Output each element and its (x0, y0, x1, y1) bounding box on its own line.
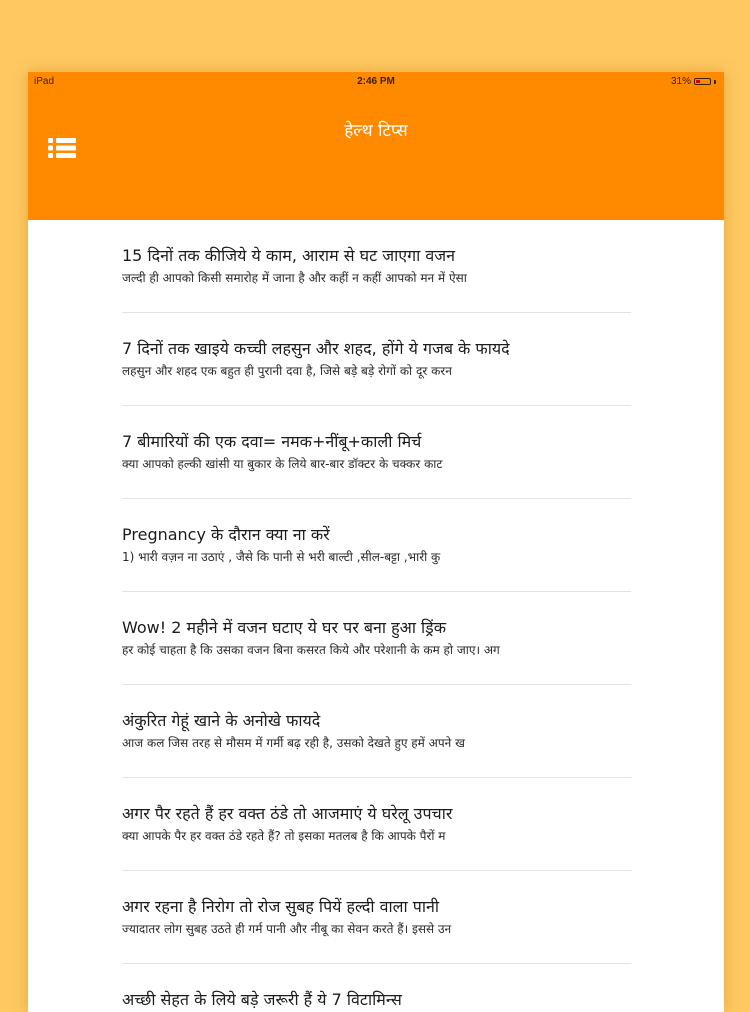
status-time: 2:46 PM (357, 76, 395, 87)
article-title: 7 दिनों तक खाइये कच्ची लहसुन और शहद, होंगे ये गजब के फायदे (122, 339, 510, 358)
article-title: Wow! 2 महीने में वजन घटाए ये घर पर बना हुआ ड्रिंक (122, 618, 447, 637)
battery-percent: 31% (670, 76, 691, 87)
battery-status (671, 76, 716, 87)
article-title: अंकुरित गेहूं खाने के अनोखे फायदे (122, 711, 321, 730)
article-list[interactable] (28, 220, 724, 1012)
article-description: आज कल जिस तरह से मौसम में गर्मी बढ़ रही है, उसको देखते हुए हमें अपने ख (122, 736, 465, 750)
list-item[interactable] (122, 871, 631, 964)
article-description: हर कोई चाहता है कि उसका वजन बिना कसरत किये और परेशानी के कम हो जाए। अग (122, 643, 500, 657)
list-item[interactable] (122, 685, 631, 778)
article-title: अगर पैर रहते हैं हर वक्त ठंडे तो आजमाएं ये घरेलू उपचार (122, 804, 453, 823)
list-item[interactable] (122, 592, 631, 685)
article-description: ज्यादातर लोग सुबह उठते ही गर्म पानी और नीबू का सेवन करते हैं। इससे उन (122, 922, 452, 936)
page-title: हेल्थ टिप्स (344, 121, 408, 141)
navigation-bar (28, 91, 724, 220)
article-title: 7 बीमारियों की एक दवा= नमक+नींबू+काली मिर्च (122, 432, 422, 451)
article-title: अच्छी सेहत के लिये बड़े जरूरी हैं ये 7 विटामिन्स (122, 990, 402, 1009)
status-bar (28, 72, 724, 91)
article-title: अगर रहना है निरोग तो रोज सुबह पियें हल्दी वाला पानी (122, 897, 440, 916)
list-item[interactable] (122, 220, 631, 313)
list-item[interactable] (122, 406, 631, 499)
battery-tip (714, 80, 716, 84)
list-item[interactable] (122, 778, 631, 871)
article-title: 15 दिनों तक कीजिये ये काम, आराम से घट जाएगा वजन (122, 246, 455, 265)
article-description: क्या आपको हल्की खांसी या बुकार के लिये बार-बार डॉक्टर के चक्कर काट (122, 457, 443, 471)
device-name: iPad (34, 76, 55, 87)
app-window (28, 72, 724, 1012)
article-title: Pregnancy के दौरान क्या ना करें (122, 525, 330, 544)
article-description: जल्दी ही आपको किसी समारोह में जाना है और कहीं न कहीं आपको मन में ऐसा (122, 271, 467, 285)
battery-icon (694, 78, 711, 85)
article-description: क्या आपके पैर हर वक्त ठंडे रहते हैं? तो इसका मतलब है कि आपके पैरों म (122, 829, 446, 843)
list-item[interactable] (122, 964, 631, 1012)
article-description: 1) भारी वज़न ना उठाएं , जैसे कि पानी से भरी बाल्टी ,सील-बट्टा ,भारी कु (122, 550, 441, 564)
battery-level (696, 80, 700, 83)
list-item[interactable] (122, 313, 631, 406)
article-description: लहसुन और शहद एक बहुत ही पुरानी दवा है, जिसे बड़े बड़े रोगों को दूर करन (122, 364, 452, 378)
list-item[interactable] (122, 499, 631, 592)
